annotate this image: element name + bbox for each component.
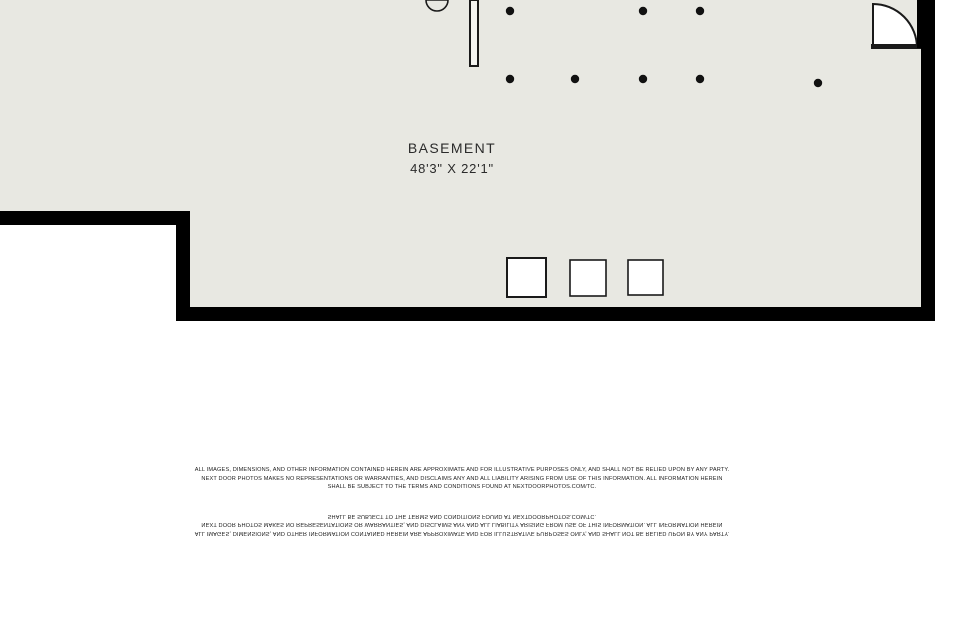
interior-partition — [470, 0, 478, 66]
support-column — [639, 7, 647, 15]
disclaimer-line-1: ALL IMAGES, DIMENSIONS, AND OTHER INFORMATION CONTAINED HEREIN ARE APPROXIMATE AND FOR ILLUSTRATIVE PURPOSES ONLY, AND SHALL NOT BE RELIED UPON BY ANY PARTY. — [194, 467, 730, 473]
disclaimer-text-mirrored — [182, 511, 742, 537]
support-column — [814, 79, 822, 87]
support-column — [571, 75, 579, 83]
basement-window-3 — [628, 260, 663, 295]
room-label — [352, 138, 552, 179]
support-column — [506, 7, 514, 15]
disclaimer-line-2: NEXT DOOR PHOTOS MAKES NO REPRESENTATIONS OR WARRANTIES, AND DISCLAIMS ANY AND ALL LIABILITY ARISING FROM USE OF THIS INFORMATION. ALL INFORMATION HEREIN — [201, 475, 723, 482]
disclaimer-mirror-line-1: ALL IMAGES, DIMENSIONS, AND OTHER INFORMATION CONTAINED HEREIN ARE APPROXIMATE AND FOR ILLUSTRATIVE PURPOSES ONLY, AND SHALL NOT BE RELIED UPON BY ANY PARTY. — [194, 529, 730, 536]
support-column — [696, 75, 704, 83]
room-name: BASEMENT — [407, 140, 497, 156]
disclaimer-mirror-line-2: NEXT DOOR PHOTOS MAKES NO REPRESENTATIONS OR WARRANTIES, AND DISCLAIMS ANY AND ALL LIABILITY ARISING FROM USE OF THIS INFORMATION. ALL INFORMATION HEREIN — [201, 521, 723, 528]
basement-window-2 — [570, 260, 606, 296]
wall-stub-top-right — [917, 0, 935, 48]
support-column — [696, 7, 704, 15]
disclaimer-mirror-line-3: SHALL BE SUBJECT TO THE TERMS AND CONDITIONS FOUND AT NEXTDOORPHOTOS.COM/TC. — [327, 512, 597, 519]
disclaimer-text — [182, 466, 742, 492]
basement-windows — [507, 258, 663, 297]
basement-window-1 — [507, 258, 546, 297]
disclaimer-line-3: SHALL BE SUBJECT TO THE TERMS AND CONDITIONS FOUND AT NEXTDOORPHOTOS.COM/TC. — [327, 484, 597, 491]
room-dimensions: 48'3" X 22'1" — [410, 161, 494, 176]
support-column — [639, 75, 647, 83]
support-column — [506, 75, 514, 83]
